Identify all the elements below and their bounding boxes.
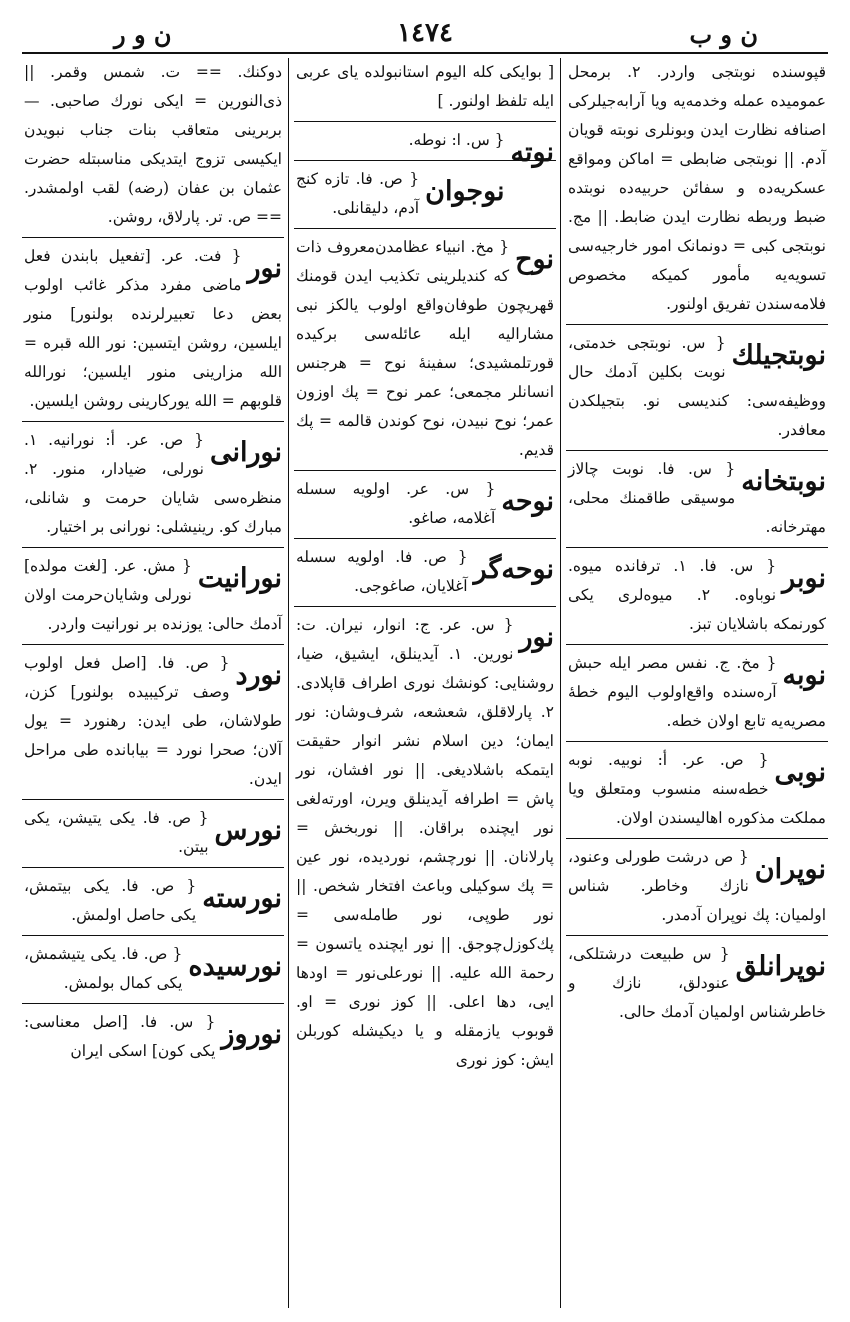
entry-headword: نورانی [209, 437, 282, 468]
header-letters-left: ن و ر [114, 20, 172, 49]
entry-headword: نورد [235, 660, 282, 691]
dictionary-entry [566, 451, 828, 548]
entry-definition: { مش. عر. [لغت مولده] نورلی وشایان‌حرمت اولان آدمك حالی: یوزنده بر نورانیت واردر. [24, 557, 282, 633]
dictionary-entry [294, 607, 556, 1080]
entry-definition: { مخ. ج. نفس مصر ایله حبش آره‌سنده واقع‌اولوب الیوم خطهٔ مصریه‌یه تابع اولان خطه. [568, 654, 826, 730]
entry-definition: { ص. عر. أ: نورانیه. ۱. نورلی، ضیادار، منور. ۲. منظره‌سی شایان حرمت و شانلی، مبارك کو. رینیشلی: نورانی بر اختیار. [24, 431, 282, 536]
entry-headword: نوجوان [425, 176, 505, 207]
entry-definition: { س. عر. اولویه سسله آغلامه، صاغو. [296, 480, 496, 527]
entry-definition: قپوسنده نوبتجی واردر. ۲. برمحل عمومیده عمله وخدمه‌یه ویا آرابه‌جیلرکی اصنافه نظارت ایدن وبونلری نوبته قویان آدم. || نوبتجی ضابطی = اماکن ومواقع عسکریه‌ده و سفائن حربیه‌ده نوبتده ضبط وربطه نظارت ایدن ضابط. || مج. نوبتجی کبی = دونمانک امور خارجیه‌سی تسویه‌یه مأمور کمیکه مخصوص فلامه‌سندن تفریق اولنور. [568, 63, 826, 313]
dictionary-entry [294, 539, 556, 607]
entry-definition: { فت. عر. [تفعیل بابندن فعل ماضی مفرد مذکر غائب اولوب بعض دعا تعبیرلرنده بولنور] منور ایلسین، روشن ایتسین: نور الله قبره = الله مزارینی منور ایلسین؛ نورالله قلوبهم = الله یورکارینی روشن ایلسین. [24, 247, 282, 410]
entry-headword: نوته [510, 137, 554, 168]
dictionary-entry [566, 58, 828, 325]
dictionary-entry [566, 839, 828, 936]
entry-headword: نوبتخانه [741, 466, 826, 497]
dictionary-entry [566, 325, 828, 451]
column-left [22, 58, 284, 1308]
entry-definition: { مخ. انبیاء عظامدن‌معروف ذات که کندیلرینی تکذیب ایدن قومنك قهریچون طوفان‌واقع اولوب یالکز نبی مشارالیه ایله عائله‌سی برکیده قورتلمشیدی؛ سفینهٔ نوح = هرجنس انسانلر مجمعی؛ عمر نوح = پك اوزون عمر؛ نوح نبیدن، نوح کوندن قالمه = پك قدیم. [296, 238, 554, 459]
entry-headword: نوح [515, 244, 554, 275]
entry-definition: دوکنك. == ت. شمس وقمر. || ذی‌النورین = ایکی نورك صاحبی. — بربرینی متعاقب بنات جناب نبویدن ایکیسی تزوج ایتدیکی مناسبتله حضرت عثمان بن عفان (رضه) لقب اولمشدر. == ص. تر. پارلاق، روشن. [24, 63, 282, 226]
dictionary-entry [22, 645, 284, 800]
header-letters-right: ن و ب [689, 20, 758, 49]
dictionary-entry [294, 122, 556, 168]
page-header [22, 18, 828, 54]
dictionary-entry [566, 936, 828, 1032]
entry-definition: { ص. فا. یکی بیتمش، یکی حاصل اولمش. [24, 877, 197, 924]
entry-definition: { ص. فا. یکی یتیشمش، یکی کمال بولمش. [24, 945, 183, 992]
page-number: ١٤٧٤ [397, 18, 453, 48]
dictionary-columns [22, 58, 828, 1308]
entry-definition: { س. فا. نوبت چالاز موسیقی طاقمنك محلی، مهترخانه. [568, 460, 826, 536]
entry-headword: نوبر [782, 563, 826, 594]
entry-definition: { س. عر. ج: انوار، نیران. ت: نورین. ۱. آیدینلق، ایشیق، ضیا، روشنایی: کونشك نوری اطراف قاپلادی. ۲. پارلاقلق، شعشعه، شرف‌وشان: نور ایمان؛ دین اسلام نشر انوار حقیقت ایتمکه باشلادیغی. || نور افشان، نور پاش = اطرافه آیدینلق ویرن، اورته‌لغی نور ایچنده براقان. || نوربخش = پارلانان. || نورچشم، نوردیده، نور عین = پك سوکیلی وباعث افتخار شخص. || نور طوپی، نور طامله‌سی = پك‌کوزل‌چوجق. || نور ایچنده یاتسون = رحمة الله علیه. || نورعلی‌نور = اودها ایی، دها اعلی. || کوز نوری = او. قوبوب یازمقله و یا دیکیشله کوربلن ایش: کوز نوری [296, 616, 554, 1069]
dictionary-entry [22, 238, 284, 422]
entry-definition: [ بوایکی کله الیوم استانبولده یای عربی ایله تلفظ اولنور. ] [296, 63, 554, 110]
dictionary-entry [294, 229, 556, 471]
entry-headword: نوبتجیلك [731, 340, 826, 371]
entry-headword: نوپرانلق [735, 951, 826, 982]
entry-headword: نورانیت [197, 563, 282, 594]
dictionary-entry [566, 645, 828, 742]
column-divider [560, 58, 561, 1308]
entry-definition: { س طبیعت درشتلکی، عنودلق، نازك و خاطرشناس اولمیان آدمك حالی. [568, 945, 826, 1021]
entry-definition: { ص درشت طورلی وعنود، نازك وخاطر. شناس اولمیان: پك نوپران آدمدر. [568, 848, 826, 924]
entry-headword: نورسیده [188, 951, 282, 982]
entry-definition: { ص. عر. أ: نوبیه. نوبه خطه‌سنه منسوب ومتعلق ویا مملکت مذکوره اهالیسندن اولان. [568, 751, 826, 827]
entry-definition: { س. ا: نوطه. [408, 131, 505, 149]
entry-definition: { ص. فا. یکی یتیشن، یکی بیتن. [24, 809, 209, 856]
entry-definition: { س. فا. [اصل معناسی: یکی کون] اسکی ایران [24, 1013, 216, 1060]
dictionary-entry [566, 742, 828, 839]
entry-headword: نور [519, 622, 554, 653]
entry-definition: { ص. فا. [اصل فعل اولوب وصف ترکیبیده بولنور] کزن، طولاشان، طی ایدن: رهنورد = یول آلان؛ صحرا نورد = بیابانده طی مراحل ایدن. [24, 654, 282, 788]
entry-headword: نوبه [782, 660, 826, 691]
dictionary-entry [294, 58, 556, 122]
entry-headword: نوحه [501, 486, 554, 517]
dictionary-entry [22, 548, 284, 645]
dictionary-entry [566, 548, 828, 645]
dictionary-entry [22, 800, 284, 868]
entry-definition: { ص. فا. اولویه سسله آغلایان، صاغوجی. [296, 548, 468, 595]
dictionary-entry [22, 422, 284, 548]
column-right [566, 58, 828, 1308]
entry-headword: نورس [214, 815, 282, 846]
column-middle [294, 58, 556, 1308]
entry-headword: نورسته [202, 883, 282, 914]
dictionary-entry [294, 471, 556, 539]
entry-headword: نوبی [774, 757, 826, 788]
entry-definition: { ص. فا. تازه کنج آدم، دلیقانلی. [296, 170, 420, 217]
entry-headword: نوروز [221, 1019, 282, 1050]
entry-definition: { س. نوبتجی خدمتی، نوبت بکلین آدمك حال ووظیفه‌سی: کندیسی نو. بتجیلکدن معافدر. [568, 334, 826, 439]
entry-headword: نور [247, 253, 282, 284]
entry-definition: { س. فا. ۱. ترفانده میوه. نوباوه. ۲. میوه‌لری یکی کورنمکه باشلایان تبز. [568, 557, 826, 633]
dictionary-entry [22, 58, 284, 238]
column-divider [288, 58, 289, 1308]
entry-headword: نوپران [754, 854, 826, 885]
entry-headword: نوحه‌گر [473, 554, 554, 585]
dictionary-entry [22, 868, 284, 936]
dictionary-entry [22, 936, 284, 1004]
dictionary-entry [22, 1004, 284, 1071]
